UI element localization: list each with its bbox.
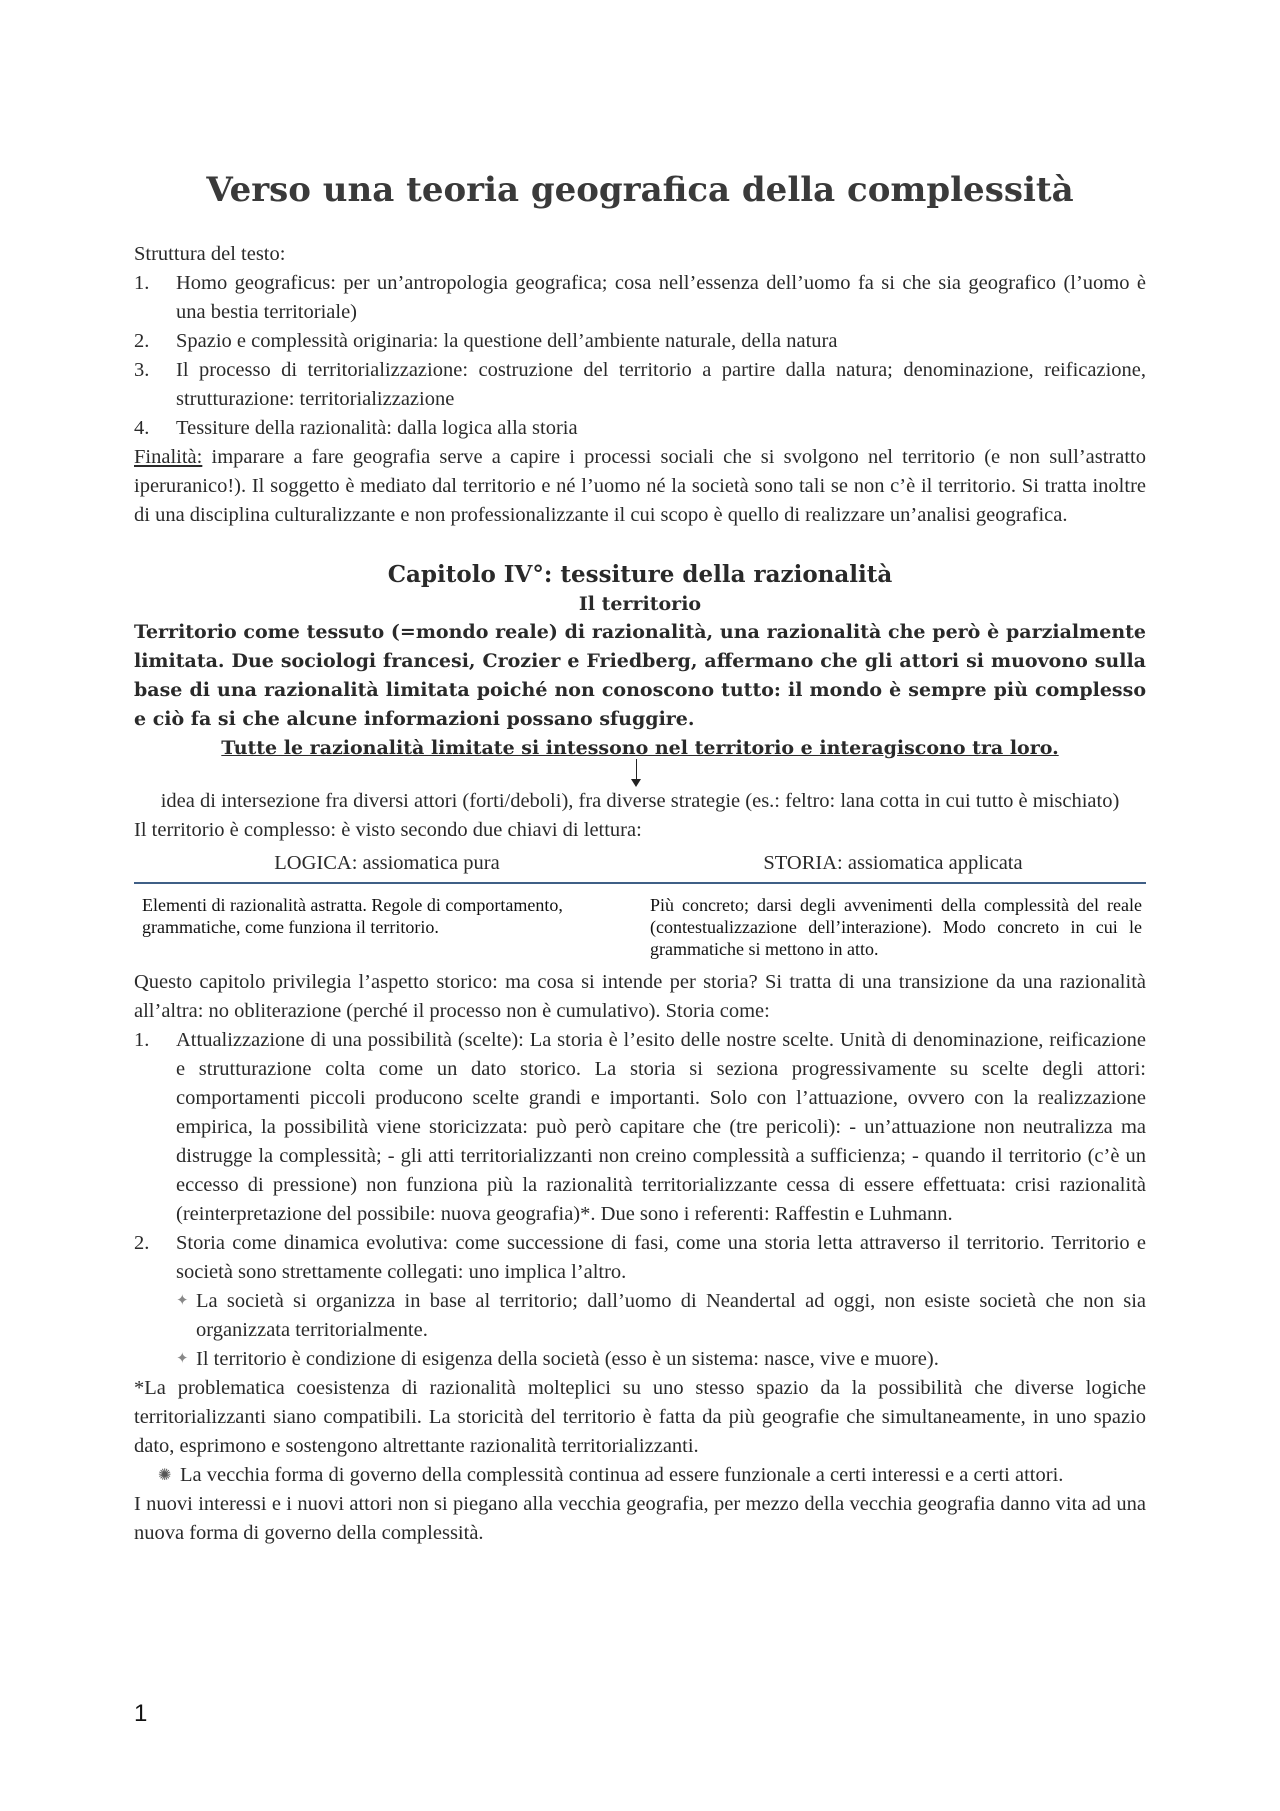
- down-arrow-icon: [636, 759, 637, 781]
- page-content: [134, 168, 1146, 1548]
- list-item: ✦ Il territorio è condizione di esigenza della società (esso è un sistema: nasce, vive e muore).: [176, 1345, 1146, 1374]
- comparison-table-header: [134, 849, 1146, 878]
- structure-label: Struttura del testo:: [134, 243, 286, 265]
- list-item: 3. Il processo di territorializzazione: costruzione del territorio a partire dalla natura; denominazione, reificazione, strutturazione: territorializzazione: [134, 359, 1146, 410]
- page-number: 1: [134, 1700, 148, 1727]
- history-list: [134, 1026, 1146, 1287]
- storia-heading: STORIA: assiomatica applicata: [763, 852, 1023, 874]
- structure-list: [134, 269, 1146, 443]
- table-divider: [134, 882, 1146, 884]
- complex-text: Il territorio è complesso: è visto secondo due chiavi di lettura:: [134, 819, 642, 841]
- history-sub-list: [134, 1287, 1146, 1374]
- list-item: 1. Homo geograficus: per un’antropologia geografica; cosa nell’essenza dell’uomo fa si che sia geografico (l’uomo è una bestia territoriale): [134, 272, 1146, 323]
- idea-text: idea di intersezione fra diversi attori (forti/deboli), fra diverse strategie (es.: feltro: lana cotta in cui tutto è mischiato): [160, 790, 1120, 812]
- document-title: Verso una teoria geografica della complessità: [206, 170, 1074, 210]
- list-item: ✦ La società si organizza in base al territorio; dall’uomo di Neandertal ad oggi, non esiste società che non sia organizzata territorialmente.: [176, 1287, 1146, 1345]
- list-item: ✺ La vecchia forma di governo della complessità continua ad essere funzionale a certi interessi e a certi attori.: [134, 1461, 1146, 1490]
- logica-cell: Elementi di razionalità astratta. Regole di comportamento, grammatiche, come funziona il territorio.: [142, 895, 563, 937]
- finalita-paragraph: [134, 443, 1146, 530]
- list-item: 2. Spazio e complessità originaria: la questione dell’ambiente naturale, della natura: [134, 330, 838, 352]
- sparkle-bullet-icon: ✦: [176, 1293, 189, 1309]
- list-item: 1. Attualizzazione di una possibilità (scelte): La storia è l’esito delle nostre scelte. Unità di denominazione, reificazione e strutturazione colta come un dato storico. La storia si seziona progressivamente su scelte degli attori: comportamenti piccoli producono scelte grandi e importanti. Solo con l’attuazione, ovvero con la realizzazione empirica, la possibilità viene storicizzata: può però capitare che (tre pericoli): - un’attuazione non neutralizza ma distrugge la complessità; - gli atti territorializzanti non creino complessità a sufficienza; - quando il territorio (c’è un eccesso di pressione) non funziona più la razionalità territorializzante cessa di essere effettuata: crisi razionalità (reinterpretazione del possibile: nuova geografia)*. Due sono i referenti: Raffestin e Luhmann.: [134, 1029, 1146, 1225]
- chapter-subtitle: Il territorio: [578, 593, 702, 615]
- finalita-text: imparare a fare geografia serve a capire i processi sociali che si svolgono nel territorio (e non sull’astratto iperuranico!). Il soggetto è mediato dal territorio e né l’uomo né la società sono tali se non c’è il territorio. Si tratta inoltre di una disciplina culturalizzante e non professionalizzante il cui scopo è quello di realizzare un’analisi geografica.: [134, 446, 1146, 526]
- list-item: 2. Storia come dinamica evolutiva: come successione di fasi, come una storia letta attraverso il territorio. Territorio e società sono strettamente collegati: uno implica l’altro.: [134, 1232, 1146, 1283]
- footnote-paragraph: *La problematica coesistenza di razionalità molteplici su uno stesso spazio da la possibilità che diverse logiche territorializzanti siano compatibili. La storicità del territorio è fatta da più geografie che simultaneamente, in uno spazio dato, esprimono e sostengono altrettante razionalità territorializzanti.: [134, 1377, 1146, 1457]
- storia-cell: Più concreto; darsi degli avvenimenti della complessità del reale (contestualizzazione dell’interazione). Modo concreto in cui le grammatiche si mettono in atto.: [650, 895, 1142, 959]
- finalita-label: Finalità:: [134, 446, 203, 468]
- underlined-statement: Tutte le razionalità limitate si intessono nel territorio e interagiscono tra loro.: [221, 737, 1059, 759]
- sparkle-bullet-icon: ✦: [176, 1351, 189, 1367]
- closing-paragraph: I nuovi interessi e i nuovi attori non si piegano alla vecchia geografia, per mezzo della vecchia geografia danno vita ad una nuova forma di governo della complessità.: [134, 1493, 1146, 1544]
- history-intro: Questo capitolo privilegia l’aspetto storico: ma cosa si intende per storia? Si tratta di una transizione da una razionalità all’altra: no obliterazione (perché il processo non è cumulativo). Storia come:: [134, 971, 1146, 1022]
- chapter-title: Capitolo IV°: tessiture della razionalità: [387, 561, 893, 588]
- gear-bullet-icon: ✺: [158, 1467, 172, 1484]
- logica-heading: LOGICA: assiomatica pura: [274, 852, 500, 874]
- comparison-table-row: [134, 894, 1146, 960]
- list-item: 4. Tessiture della razionalità: dalla logica alla storia: [134, 417, 578, 439]
- bold-paragraph: Territorio come tessuto (=mondo reale) di razionalità, una razionalità che però è parzialmente limitata. Due sociologi francesi, Crozier e Friedberg, affermano che gli attori si muovono sulla base di una razionalità limitata poiché non conoscono tutto: il mondo è sempre più complesso e ciò fa si che alcune informazioni possano sfuggire.: [134, 621, 1146, 730]
